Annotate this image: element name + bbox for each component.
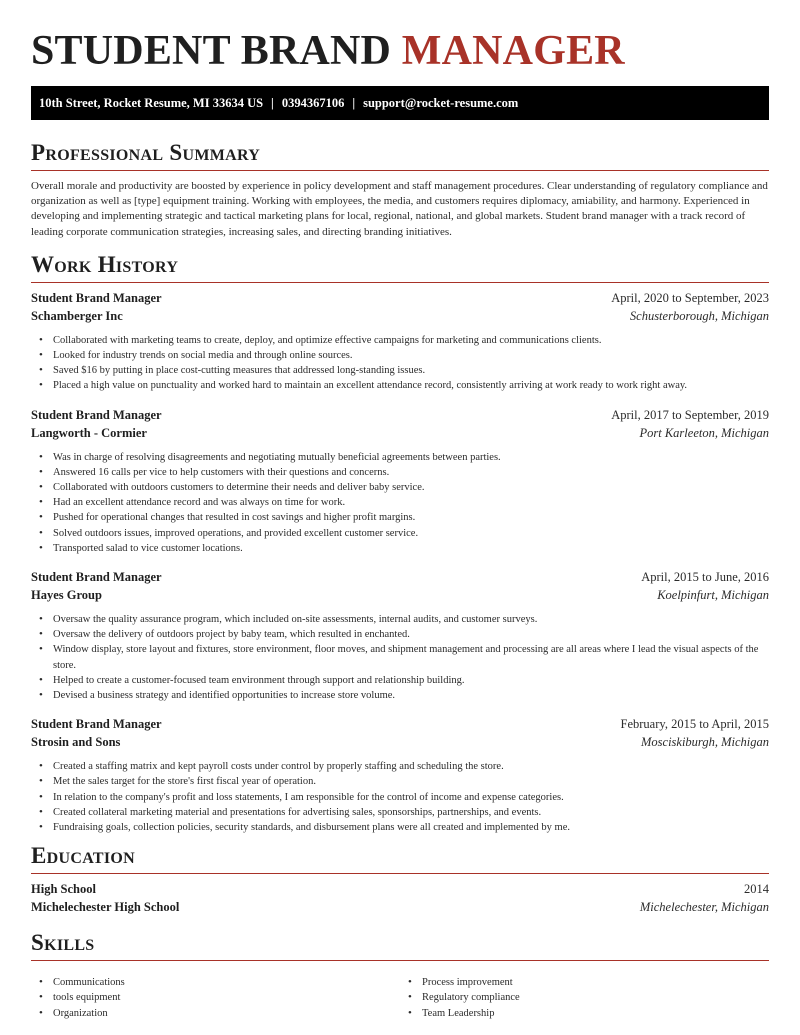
page-title xyxy=(31,0,769,74)
bullet-icon: • xyxy=(39,333,43,346)
job-company-row xyxy=(31,309,769,327)
list-item xyxy=(39,790,769,805)
education-location: Michelechester, Michigan xyxy=(639,900,769,915)
list-item xyxy=(39,774,769,789)
list-item-text: Looked for industry trends on social media and through online sources. xyxy=(53,350,353,362)
contact-bar xyxy=(31,86,769,120)
bullet-icon: • xyxy=(39,991,43,1004)
bullet-icon: • xyxy=(39,790,43,803)
bullet-icon: • xyxy=(39,613,43,626)
job-dates: April, 2020 to September, 2023 xyxy=(611,290,769,305)
list-item xyxy=(39,820,769,835)
bullet-icon: • xyxy=(39,673,43,686)
job-dates: February, 2015 to April, 2015 xyxy=(620,717,769,732)
list-item-text: Was in charge of resolving disagreements and negotiating mutually beneficial agreements between parties. xyxy=(53,451,501,463)
list-item xyxy=(39,495,769,510)
list-item xyxy=(39,759,769,774)
job-entry xyxy=(31,408,769,556)
list-item-text: Transported salad to vice customer locations. xyxy=(53,542,243,554)
list-item xyxy=(39,673,769,688)
bullet-icon: • xyxy=(39,496,43,509)
list-item-text: Helped to create a customer-focused team environment through support and relationship building. xyxy=(53,674,465,686)
bullet-icon: • xyxy=(39,976,43,989)
title-accent: MANAGER xyxy=(401,28,625,74)
list-item-text: Solved outdoors issues, improved operations, and provided excellent customer service. xyxy=(53,527,419,539)
list-item-text: Answered 16 calls per vice to help customers with their questions and concerns. xyxy=(53,466,390,478)
list-item-text: Oversaw the delivery of outdoors project by baby team, which resulted in enchanted. xyxy=(53,629,410,641)
list-item-text: Regulatory compliance xyxy=(422,992,520,1004)
job-company-row xyxy=(31,588,769,606)
list-item xyxy=(408,975,769,990)
job-header-row xyxy=(31,570,769,588)
skills-column-left xyxy=(31,975,400,1021)
bullet-icon: • xyxy=(39,450,43,463)
job-title: Student Brand Manager xyxy=(31,717,162,732)
job-entry xyxy=(31,570,769,703)
job-location: Schusterborough, Michigan xyxy=(629,308,769,323)
list-item-text: Fundraising goals, collection policies, security standards, and disbursement plans were all created and implemented by me. xyxy=(53,822,570,834)
list-item-text: Created a staffing matrix and kept payroll costs under control by properly staffing and scheduling the store. xyxy=(53,761,504,773)
list-item xyxy=(39,688,769,703)
summary-text: Overall morale and productivity are boosted by experience in policy development and staff management procedures. Clear understanding of regulatory compliance and organization as well as [type] equipment training. Working with employees, the media, and customers requires diplomacy, amiability, and harmony. Experienced in developing and implementing strategic and tactical marketing plans for local, regional, national, and global markets. Student brand manager with a track record of leading corporate communication strategies, increasing sales, and directing branding initiatives. xyxy=(31,180,768,238)
list-item-text: Saved $16 by putting in place cost-cutting measures that addressed long-standing issues. xyxy=(53,365,426,377)
job-header-row xyxy=(31,408,769,426)
bullet-icon: • xyxy=(408,1006,412,1019)
list-item xyxy=(39,465,769,480)
list-item xyxy=(39,541,769,556)
bullet-icon: • xyxy=(39,689,43,702)
job-entry xyxy=(31,291,769,394)
bullet-icon: • xyxy=(408,976,412,989)
job-location: Koelpinfurt, Michigan xyxy=(657,588,769,603)
list-item xyxy=(39,642,769,672)
list-item-text: Window display, store layout and fixtures, store environment, floor moves, and shipment management and processing are all areas where I lead the visual aspects of the store. xyxy=(53,644,759,671)
bullet-icon: • xyxy=(39,379,43,392)
contact-phone: 0394367106 xyxy=(281,95,345,110)
skills-heading: Skills xyxy=(31,930,769,961)
list-item-text: Devised a business strategy and identified opportunities to increase store volume. xyxy=(53,690,396,702)
bullet-icon: • xyxy=(39,526,43,539)
job-location: Port Karleeton, Michigan xyxy=(639,425,769,440)
bullet-icon: • xyxy=(39,1006,43,1019)
job-company: Schamberger Inc xyxy=(31,308,123,323)
bullet-icon: • xyxy=(39,643,43,656)
title-main: STUDENT BRAND xyxy=(31,28,402,74)
bullet-icon: • xyxy=(39,821,43,834)
job-title: Student Brand Manager xyxy=(31,407,162,422)
list-item-text: Collaborated with outdoors customers to determine their needs and deliver baby service. xyxy=(53,482,425,494)
work-history-list xyxy=(31,291,769,835)
skills-grid xyxy=(31,969,769,1021)
bullet-icon: • xyxy=(39,760,43,773)
contact-separator: | xyxy=(271,95,274,110)
bullet-icon: • xyxy=(408,991,412,1004)
summary-heading: Professional Summary xyxy=(31,140,769,171)
job-entry xyxy=(31,717,769,835)
job-company: Strosin and Sons xyxy=(31,735,121,750)
bullet-icon: • xyxy=(39,364,43,377)
list-item xyxy=(39,480,769,495)
contact-separator: | xyxy=(352,95,356,110)
list-item xyxy=(408,990,769,1005)
list-item-text: tools equipment xyxy=(53,992,121,1004)
bullet-icon: • xyxy=(39,465,43,478)
list-item xyxy=(39,348,769,363)
list-item xyxy=(39,363,769,378)
education-entry xyxy=(31,882,769,918)
list-item xyxy=(39,990,400,1005)
list-item-text: Met the sales target for the store's first fiscal year of operation. xyxy=(53,776,316,788)
bullet-icon: • xyxy=(39,805,43,818)
list-item xyxy=(39,975,400,990)
list-item xyxy=(39,1006,400,1021)
job-dates: April, 2015 to June, 2016 xyxy=(641,570,769,585)
job-title: Student Brand Manager xyxy=(31,290,162,305)
list-item xyxy=(39,333,769,348)
job-location: Mosciskiburgh, Michigan xyxy=(641,735,769,750)
list-item-text: Pushed for operational changes that resulted in cost savings and higher profit margins. xyxy=(53,512,416,524)
job-bullets xyxy=(31,759,769,835)
list-item xyxy=(39,612,769,627)
list-item-text: In relation to the company's profit and loss statements, I am responsible for the control of income and expense categories. xyxy=(53,791,564,803)
bullet-icon: • xyxy=(39,511,43,524)
job-dates: April, 2017 to September, 2019 xyxy=(611,407,769,422)
list-item xyxy=(39,510,769,525)
bullet-icon: • xyxy=(39,628,43,641)
skills-column-right xyxy=(400,975,769,1021)
list-item-text: Collaborated with marketing teams to create, deploy, and optimize effective campaigns for marketing and communications clients. xyxy=(53,334,602,346)
job-company: Hayes Group xyxy=(31,588,102,603)
work-history-heading: Work History xyxy=(31,252,769,283)
list-item-text: Process improvement xyxy=(422,977,513,989)
list-item-text: Created collateral marketing material and presentations for advertising sales, sponsorships, partnerships, and events. xyxy=(53,806,542,818)
job-bullets xyxy=(31,612,769,703)
bullet-icon: • xyxy=(39,541,43,554)
education-degree: High School xyxy=(31,882,96,897)
job-company-row xyxy=(31,735,769,753)
education-heading: Education xyxy=(31,843,769,874)
job-title: Student Brand Manager xyxy=(31,570,162,585)
job-bullets xyxy=(31,333,769,394)
contact-address: 10th Street, Rocket Resume, MI 33634 US xyxy=(39,95,264,110)
list-item xyxy=(39,526,769,541)
education-school: Michelechester High School xyxy=(31,900,180,915)
bullet-icon: • xyxy=(39,349,43,362)
list-item xyxy=(39,627,769,642)
bullet-icon: • xyxy=(39,775,43,788)
bullet-icon: • xyxy=(39,481,43,494)
job-company-row xyxy=(31,426,769,444)
list-item-text: Team Leadership xyxy=(422,1007,495,1019)
job-header-row xyxy=(31,717,769,735)
list-item-text: Placed a high value on punctuality and worked hard to maintain an excellent attendance record, consistently arriving at work ready to work right away. xyxy=(53,380,688,392)
job-bullets xyxy=(31,450,769,556)
list-item xyxy=(408,1006,769,1021)
job-header-row xyxy=(31,291,769,309)
list-item-text: Oversaw the quality assurance program, which included on-site assessments, internal audits, and customer surveys. xyxy=(53,614,538,626)
list-item-text: Had an excellent attendance record and was always on time for work. xyxy=(53,497,346,509)
contact-email[interactable]: support@rocket-resume.com xyxy=(363,95,519,110)
list-item xyxy=(39,805,769,820)
job-company: Langworth - Cormier xyxy=(31,425,147,440)
list-item xyxy=(39,378,769,393)
list-item-text: Communications xyxy=(53,977,125,989)
list-item xyxy=(39,450,769,465)
education-year: 2014 xyxy=(744,882,769,897)
list-item-text: Organization xyxy=(53,1007,108,1019)
